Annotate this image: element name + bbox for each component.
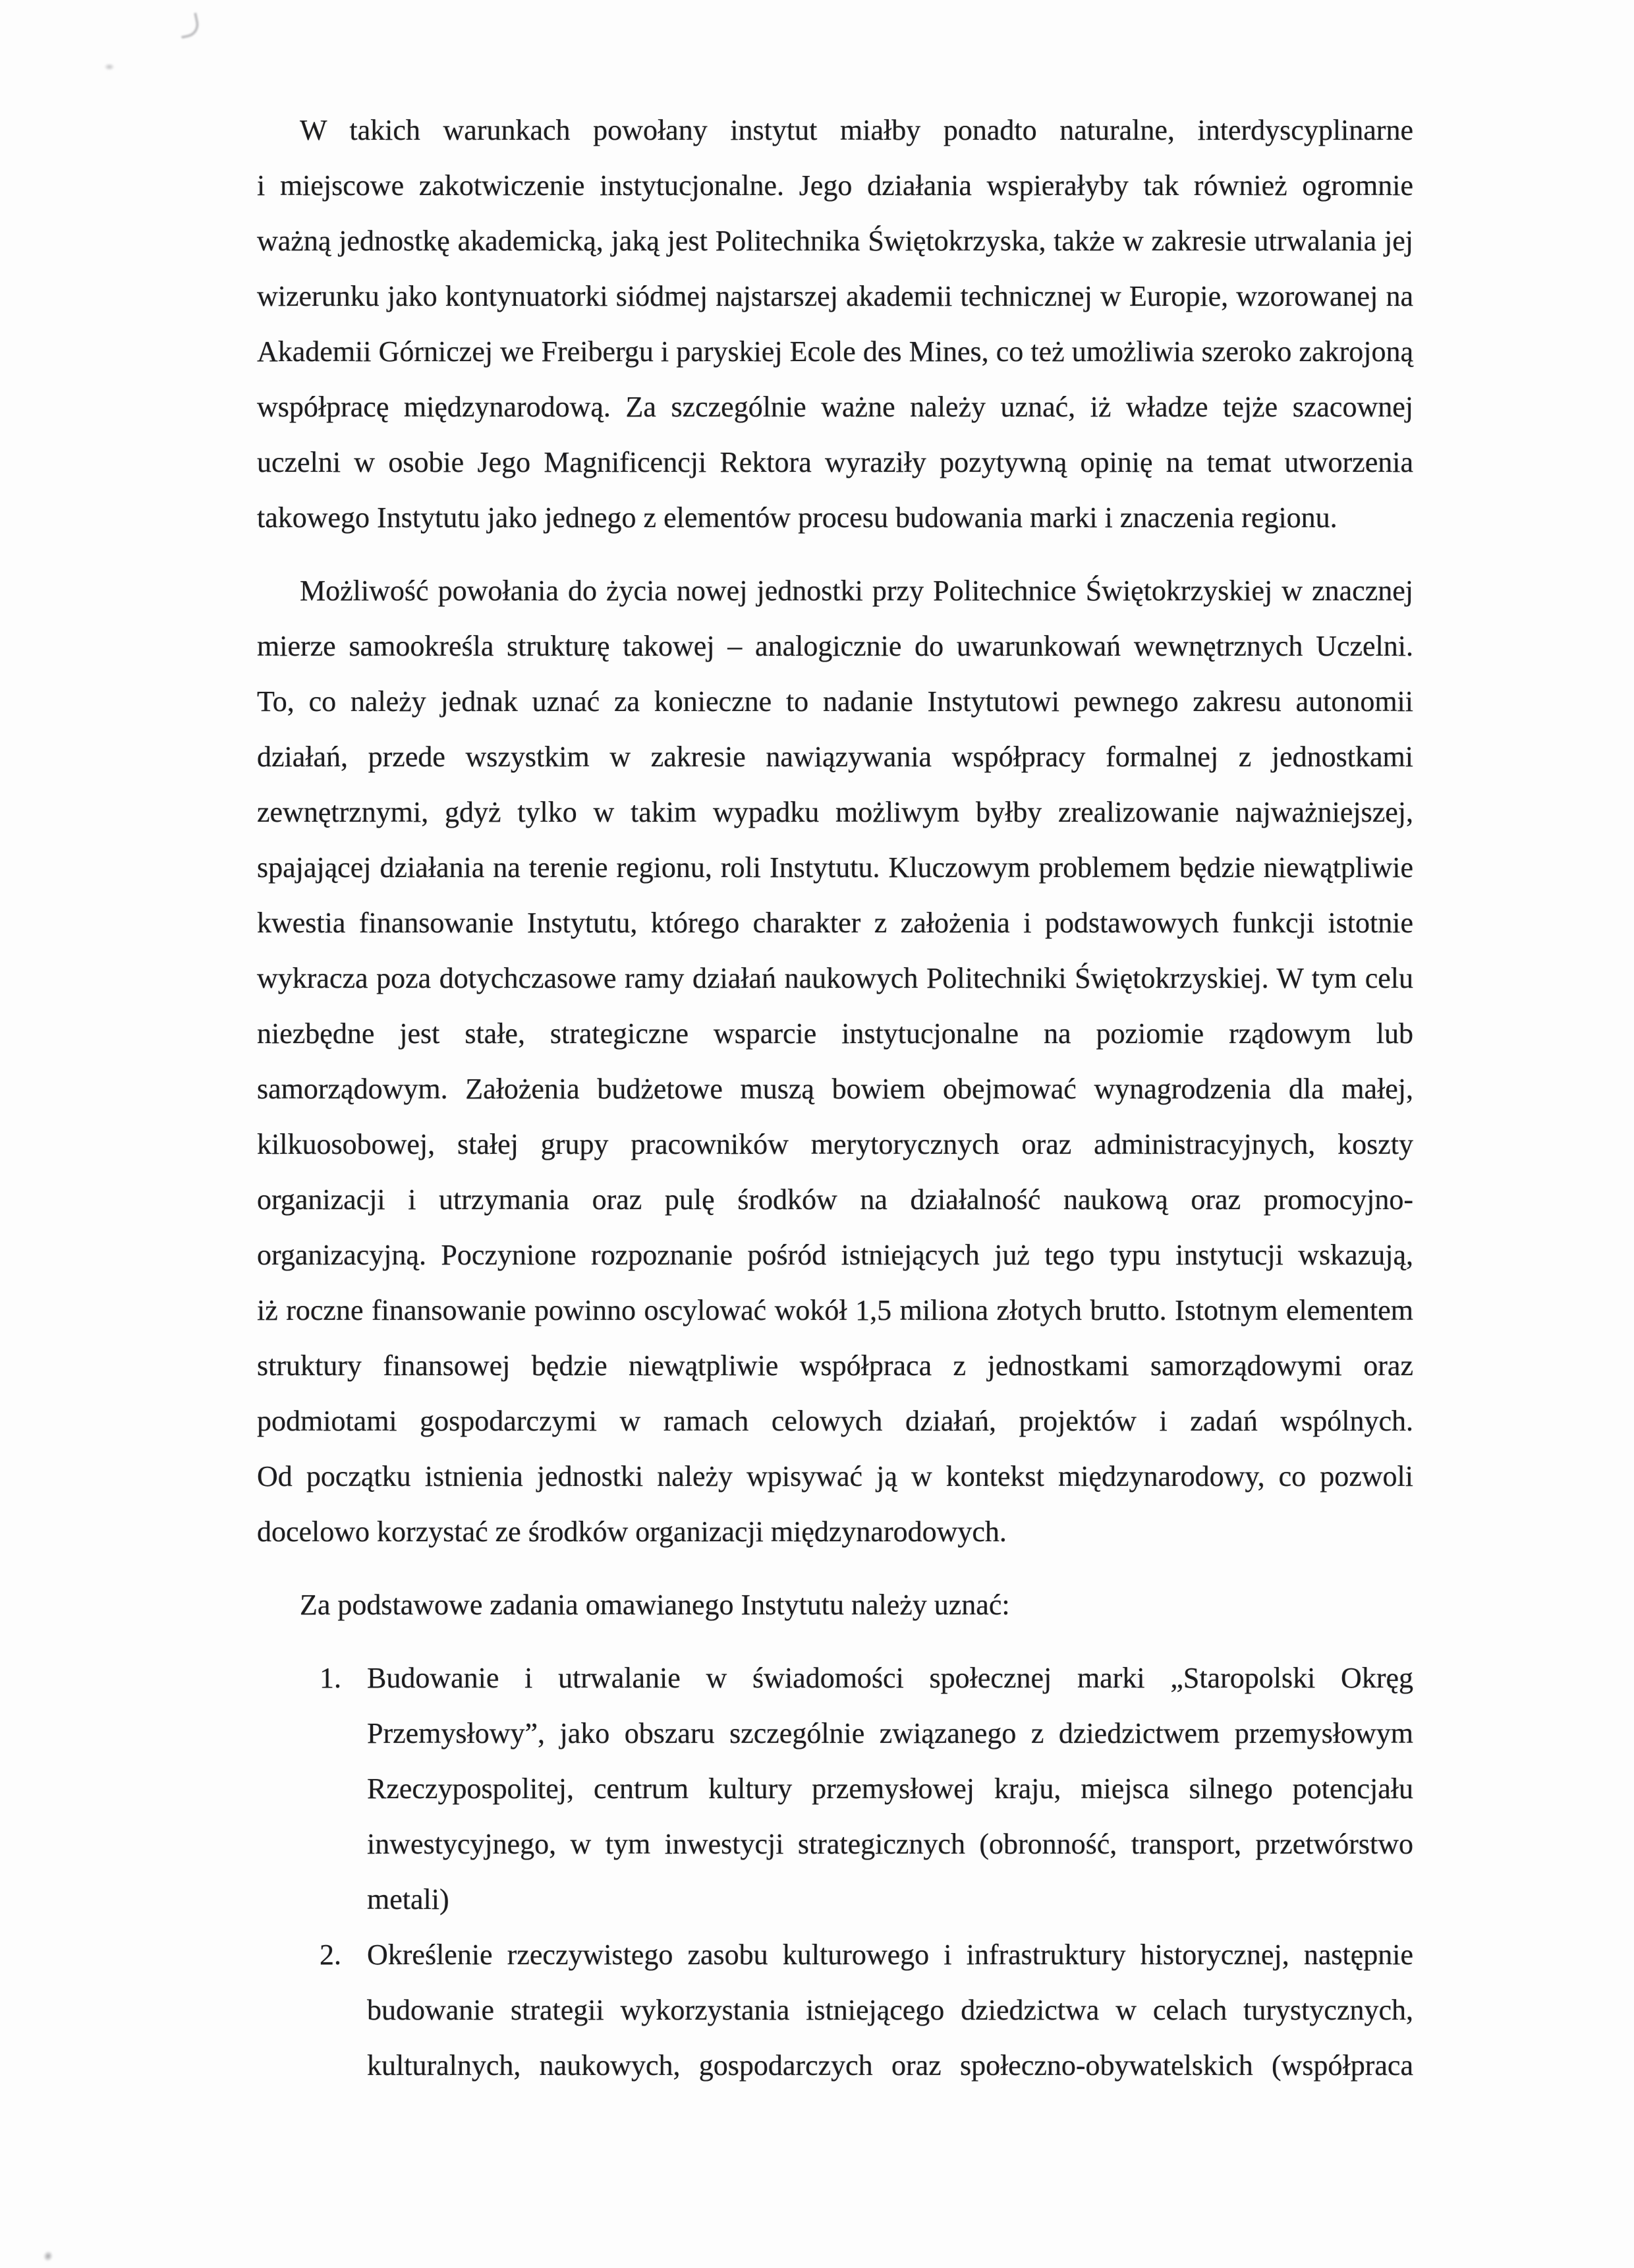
text-line: inwestycyjnego, w tym inwestycji strategicznych (obronność, transport, przetwórstwo [367, 1828, 1413, 1860]
text-line: współpracę międzynarodową. Za szczególnie ważne należy uznać, iż władze tejże szacownej [257, 391, 1413, 423]
text-line: Określenie rzeczywistego zasobu kulturowego i infrastruktury historycznej, następnie [367, 1939, 1413, 1971]
text-line: Rzeczypospolitej, centrum kultury przemysłowej kraju, miejsca silnego potencjału [367, 1772, 1413, 1805]
text-line: takowego Instytutu jako jednego z elementów procesu budowania marki i znaczenia regionu. [257, 501, 1338, 534]
text-line: samorządowym. Założenia budżetowe muszą bowiem obejmować wynagrodzenia dla małej, [257, 1073, 1413, 1105]
text-line: Budowanie i utrwalanie w świadomości społecznej marki „Staropolski Okręg [367, 1662, 1413, 1694]
text-line: Od początku istnienia jednostki należy wpisywać ją w kontekst międzynarodowy, co pozwoli [257, 1460, 1413, 1492]
paragraph [257, 1577, 1413, 1633]
text-line: podmiotami gospodarczymi w ramach celowych działań, projektów i zadań wspólnych. [257, 1405, 1413, 1437]
text-line: mierze samookreśla strukturę takowej – analogicznie do uwarunkowań wewnętrznych Uczelni. [257, 630, 1413, 662]
list-item-number: 2. [320, 1939, 341, 1971]
text-line: docelowo korzystać ze środków organizacji międzynarodowych. [257, 1516, 1007, 1548]
list-item [257, 1651, 1413, 1927]
text-line: ważną jednostkę akademicką, jaką jest Politechnika Świętokrzyska, także w zakresie utrwalania jej [257, 225, 1413, 257]
text-line: To, co należy jednak uznać za konieczne to nadanie Instytutowi pewnego zakresu autonomii [257, 685, 1413, 718]
text-line: zewnętrznymi, gdyż tylko w takim wypadku możliwym byłby zrealizowanie najważniejszej, [257, 796, 1413, 828]
text-line: wykracza poza dotychczasowe ramy działań naukowych Politechniki Świętokrzyskiej. W tym celu [257, 962, 1413, 994]
text-line: Akademii Górniczej we Freibergu i paryskiej Ecole des Mines, co też umożliwia szeroko zakrojoną [257, 335, 1413, 368]
text-line: organizacji i utrzymania oraz pulę środków na działalność naukową oraz promocyjno- [257, 1183, 1413, 1216]
text-line: struktury finansowej będzie niewątpliwie współpraca z jednostkami samorządowymi oraz [257, 1349, 1413, 1382]
text-line: kwestia finansowanie Instytutu, którego charakter z założenia i podstawowych funkcji istotnie [257, 907, 1413, 939]
list-item-number: 1. [320, 1662, 341, 1694]
document-body [257, 103, 1413, 2093]
text-line: W takich warunkach powołany instytut miałby ponadto naturalne, interdyscyplinarne [300, 114, 1413, 146]
list-item [257, 1927, 1413, 2093]
text-line: i miejscowe zakotwiczenie instytucjonalne. Jego działania wspierałyby tak również ogromnie [257, 169, 1413, 202]
text-line: Możliwość powołania do życia nowej jednostki przy Politechnice Świętokrzyskiej w znacznej [300, 575, 1413, 607]
numbered-list [257, 1651, 1413, 2093]
text-line: organizacyjną. Poczynione rozpoznanie pośród istniejących już tego typu instytucji wskazują, [257, 1239, 1413, 1271]
scan-smudge-speck [104, 63, 115, 71]
paragraph [257, 563, 1413, 1560]
text-line: metali) [367, 1883, 449, 1915]
text-line: uczelni w osobie Jego Magnificencji Rektora wyraziły pozytywną opinię na temat utworzenia [257, 446, 1413, 478]
scan-smudge-top [177, 13, 201, 38]
text-line: wizerunku jako kontynuatorki siódmej najstarszej akademii technicznej w Europie, wzorowanej na [257, 280, 1413, 312]
paragraph [257, 103, 1413, 546]
text-line: kulturalnych, naukowych, gospodarczych oraz społeczno-obywatelskich (współpraca [367, 2049, 1413, 2082]
text-line: spajającej działania na terenie regionu, roli Instytutu. Kluczowym problemem będzie niewątpliwie [257, 851, 1413, 884]
text-line: kilkuosobowej, stałej grupy pracowników merytorycznych oraz administracyjnych, koszty [257, 1128, 1413, 1160]
text-line: iż roczne finansowanie powinno oscylować wokół 1,5 miliona złotych brutto. Istotnym elementem [257, 1294, 1413, 1326]
text-line: działań, przede wszystkim w zakresie nawiązywania współpracy formalnej z jednostkami [257, 741, 1413, 773]
text-line: Przemysłowy”, jako obszaru szczególnie związanego z dziedzictwem przemysłowym [367, 1717, 1413, 1749]
text-line: niezbędne jest stałe, strategiczne wsparcie instytucjonalne na poziomie rządowym lub [257, 1017, 1413, 1050]
text-line: budowanie strategii wykorzystania istniejącego dziedzictwa w celach turystycznych, [367, 1994, 1413, 2026]
text-line: Za podstawowe zadania omawianego Instytutu należy uznać: [300, 1589, 1010, 1621]
scan-smudge-bottom-left [42, 2250, 55, 2263]
